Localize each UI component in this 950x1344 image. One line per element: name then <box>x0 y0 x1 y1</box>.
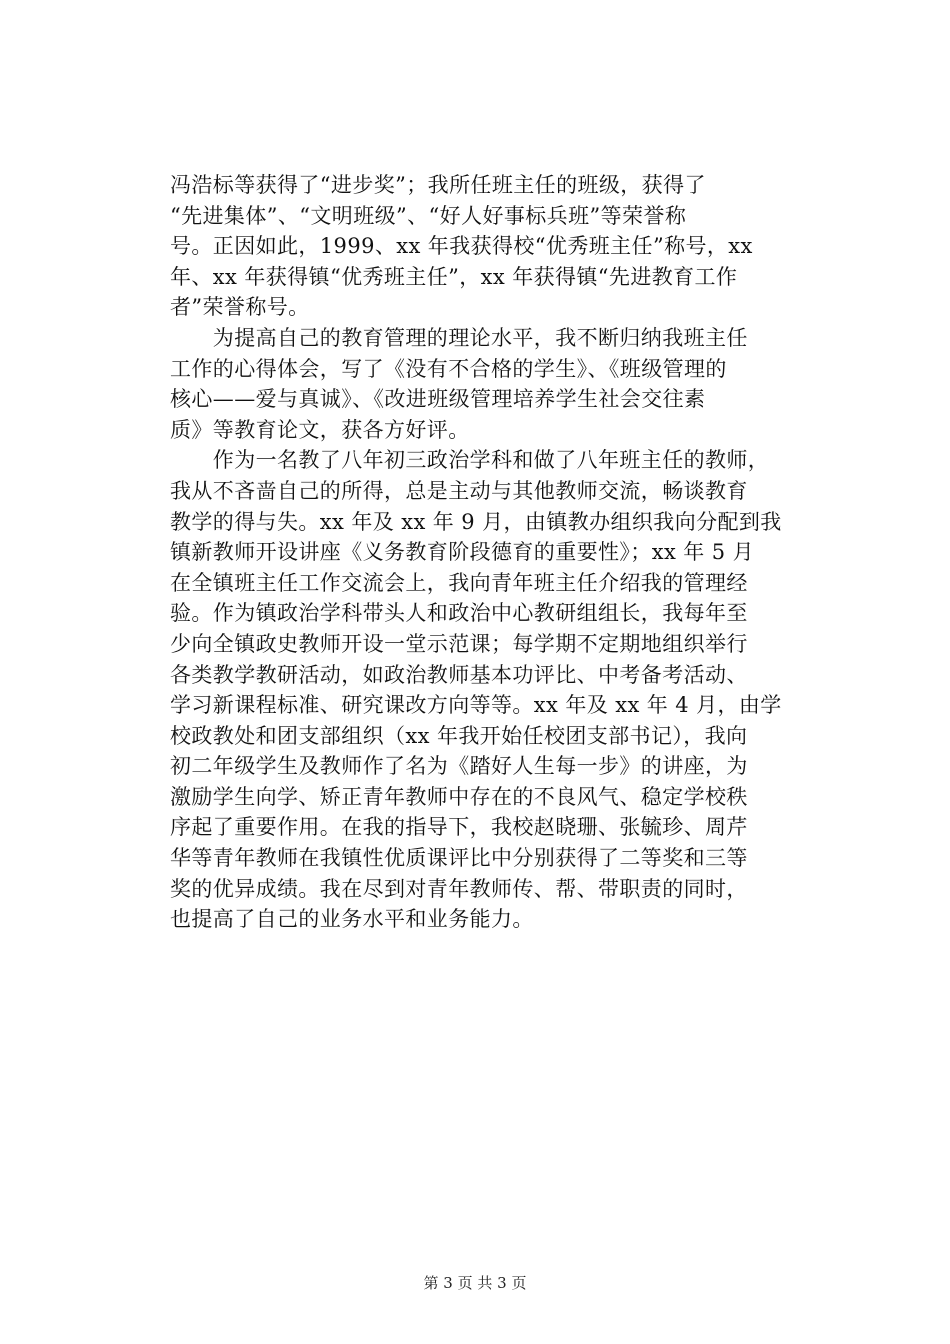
text-line: 各类教学教研活动，如政治教师基本功评比、中考备考活动、 <box>170 662 748 687</box>
page-footer: 第 3 页 共 3 页 <box>423 1274 527 1292</box>
text-line: 年、xx 年获得镇“优秀班主任”，xx 年获得镇“先进教育工作 <box>170 264 738 289</box>
text-line: 奖的优异成绩。我在尽到对青年教师传、帮、带职责的同时， <box>170 876 748 901</box>
text-line: 作为一名教了八年初三政治学科和做了八年班主任的教师， <box>170 448 770 473</box>
text-line: “先进集体”、“文明班级”、“好人好事标兵班”等荣誉称 <box>170 203 687 228</box>
text-line: 冯浩标等获得了“进步奖”；我所任班主任的班级，获得了 <box>170 173 706 197</box>
text-line: 镇新教师开设讲座《义务教育阶段德育的重要性》；xx 年 5 月 <box>170 540 754 565</box>
text-line: 号。正因如此，1999、xx 年我获得校“优秀班主任”称号，xx <box>170 234 753 259</box>
text-line: 核心——爱与真诚》、《改进班级管理培养学生社会交往素 <box>170 387 706 412</box>
text-line: 也提高了自己的业务水平和业务能力。 <box>170 907 534 932</box>
text-line: 为提高自己的教育管理的理论水平，我不断归纳我班主任 <box>170 325 748 350</box>
body-text <box>170 170 790 935</box>
text-line: 学习新课程标准、研究课改方向等等。xx 年及 xx 年 4 月，由学 <box>170 693 782 718</box>
text-line: 我从不吝啬自己的所得，总是主动与其他教师交流，畅谈教育 <box>170 478 748 503</box>
text-line: 在全镇班主任工作交流会上，我向青年班主任介绍我的管理经 <box>170 570 748 595</box>
text-line: 激励学生向学、矫正青年教师中存在的不良风气、稳定学校秩 <box>170 784 748 809</box>
text-line: 序起了重要作用。在我的指导下，我校赵晓珊、张毓珍、周芹 <box>170 815 748 840</box>
text-line: 初二年级学生及教师作了名为《踏好人生每一步》的讲座，为 <box>170 754 748 779</box>
text-line: 少向全镇政史教师开设一堂示范课；每学期不定期地组织举行 <box>170 631 748 656</box>
text-line: 工作的心得体会，写了《没有不合格的学生》、《班级管理的 <box>170 356 727 381</box>
text-line: 华等青年教师在我镇性优质课评比中分别获得了二等奖和三等 <box>170 846 748 871</box>
text-line: 教学的得与失。xx 年及 xx 年 9 月，由镇教办组织我向分配到我 <box>170 509 782 534</box>
text-line: 者”荣誉称号。 <box>170 295 310 320</box>
text-line: 验。作为镇政治学科带头人和政治中心教研组组长，我每年至 <box>170 601 748 626</box>
text-line: 校政教处和团支部组织（xx 年我开始任校团支部书记），我向 <box>170 723 748 748</box>
text-line: 质》等教育论文，获各方好评。 <box>170 417 470 442</box>
